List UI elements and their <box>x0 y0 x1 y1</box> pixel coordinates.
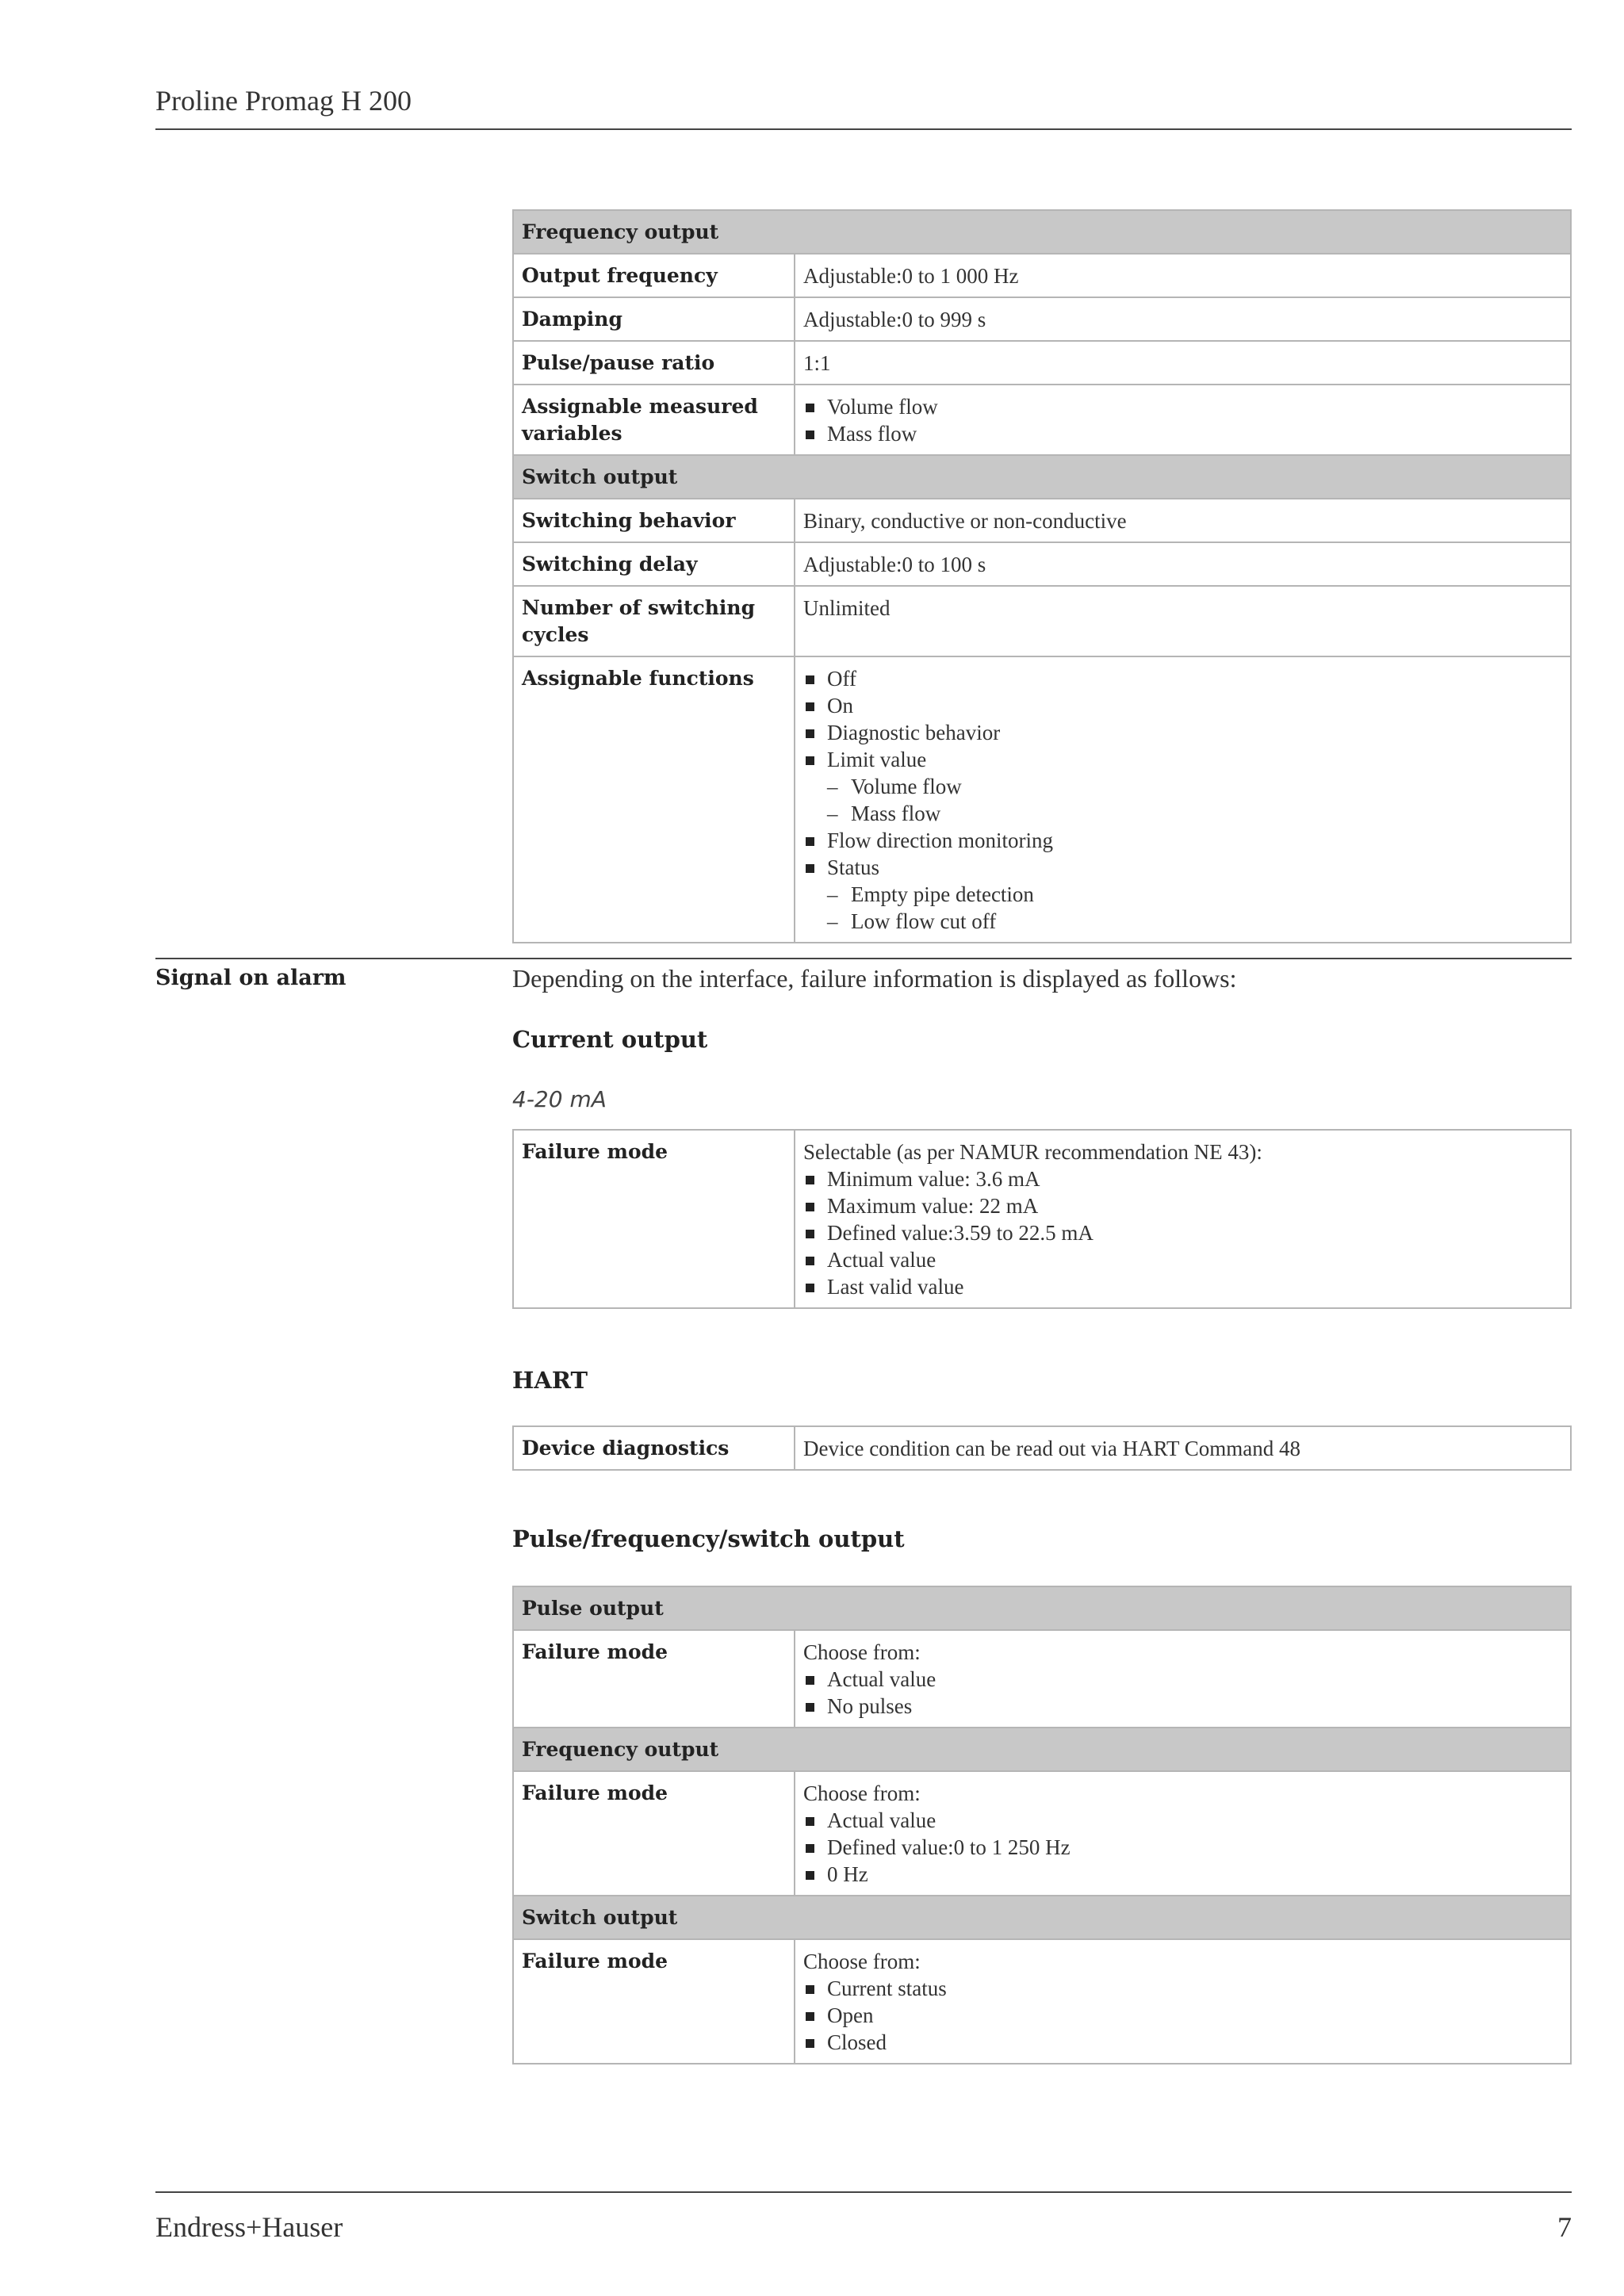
section-row-switch-output <box>513 455 1571 499</box>
current-output-heading: Current output <box>512 1026 708 1053</box>
row-label: Failure mode <box>513 1630 795 1728</box>
table-row <box>513 1130 1571 1308</box>
list-item: Volume flow <box>803 393 1562 420</box>
row-label: Output frequency <box>513 254 795 297</box>
row-label: Switching behavior <box>513 499 795 542</box>
row-label: Number of switching cycles <box>513 586 795 656</box>
list-item: Maximum value: 22 mA <box>803 1192 1562 1219</box>
list-subitem: – Mass flow <box>827 800 1562 827</box>
list-item: Open <box>803 2002 1562 2029</box>
section-intro: Depending on the interface, failure information is displayed as follows: <box>512 964 1237 993</box>
table-row <box>513 254 1571 297</box>
list-item: Mass flow <box>803 420 1562 447</box>
row-label: Device diagnostics <box>513 1426 795 1470</box>
list-item: Actual value <box>803 1666 1562 1693</box>
list-item <box>803 746 1562 827</box>
row-label: Assignable measured variables <box>513 385 795 455</box>
row-label: Failure mode <box>513 1130 795 1308</box>
section-row-pulse-output <box>513 1586 1571 1630</box>
section-title: Frequency output <box>513 210 1571 254</box>
row-value <box>795 1630 1571 1728</box>
document-title: Proline Promag H 200 <box>155 85 412 117</box>
list-item: Current status <box>803 1975 1562 2002</box>
row-value: Adjustable:0 to 100 s <box>795 542 1571 586</box>
table-row <box>513 542 1571 586</box>
row-value: Adjustable:0 to 999 s <box>795 297 1571 341</box>
table-row <box>513 656 1571 943</box>
list-item: No pulses <box>803 1693 1562 1720</box>
list-item: Diagnostic behavior <box>803 719 1562 746</box>
section-side-label: Signal on alarm <box>155 966 347 990</box>
brand-name: Endress+Hauser <box>155 2211 343 2243</box>
value-intro: Choose from: <box>803 1950 921 1973</box>
table-row <box>513 1771 1571 1896</box>
section-row-frequency-output <box>513 210 1571 254</box>
bullet-list <box>803 1975 1562 2056</box>
list-item: Flow direction monitoring <box>803 827 1562 854</box>
row-label: Assignable functions <box>513 656 795 943</box>
row-value: Unlimited <box>795 586 1571 656</box>
bullet-list <box>803 1666 1562 1720</box>
pfs-table <box>512 1586 1572 2064</box>
page-footer <box>155 2191 1572 2243</box>
section-row-switch-output <box>513 1896 1571 1939</box>
list-item: Defined value:0 to 1 250 Hz <box>803 1834 1562 1861</box>
row-value: Adjustable:0 to 1 000 Hz <box>795 254 1571 297</box>
section-title: Switch output <box>513 1896 1571 1939</box>
row-label: Failure mode <box>513 1939 795 2064</box>
current-output-subheading: 4-20 mA <box>512 1086 607 1112</box>
row-value: Binary, conductive or non-conductive <box>795 499 1571 542</box>
list-item: Closed <box>803 2029 1562 2056</box>
list-item: Last valid value <box>803 1273 1562 1300</box>
table-row <box>513 1426 1571 1470</box>
bullet-list <box>803 665 1562 935</box>
list-subitem: – Low flow cut off <box>827 908 1562 935</box>
list-item-text: Limit value <box>827 748 927 771</box>
list-subitem: – Empty pipe detection <box>827 881 1562 908</box>
dash-list <box>827 773 1562 827</box>
value-intro: Choose from: <box>803 1781 921 1805</box>
list-item <box>803 854 1562 935</box>
section-title: Pulse output <box>513 1586 1571 1630</box>
row-value <box>795 1771 1571 1896</box>
row-value: 1:1 <box>795 341 1571 385</box>
row-label: Pulse/pause ratio <box>513 341 795 385</box>
list-item: Actual value <box>803 1807 1562 1834</box>
value-intro: Selectable (as per NAMUR recommendation NE 43): <box>803 1140 1262 1164</box>
pfs-heading: Pulse/frequency/switch output <box>512 1525 905 1552</box>
list-subitem: – Volume flow <box>827 773 1562 800</box>
table-row <box>513 341 1571 385</box>
dash-list <box>827 881 1562 935</box>
list-item: Off <box>803 665 1562 692</box>
row-label: Failure mode <box>513 1771 795 1896</box>
row-value: Device condition can be read out via HART Command 48 <box>795 1426 1571 1470</box>
table-row <box>513 1939 1571 2064</box>
table-row <box>513 1630 1571 1728</box>
row-value <box>795 1130 1571 1308</box>
value-intro: Choose from: <box>803 1640 921 1664</box>
bullet-list <box>803 1807 1562 1888</box>
section-row-frequency-output <box>513 1728 1571 1771</box>
table-row <box>513 297 1571 341</box>
hart-heading: HART <box>512 1367 588 1394</box>
page-header <box>155 84 1572 130</box>
list-item-text: Status <box>827 855 880 879</box>
row-value <box>795 1939 1571 2064</box>
table-row <box>513 385 1571 455</box>
table-row <box>513 499 1571 542</box>
output-spec-table <box>512 209 1572 943</box>
table-row <box>513 586 1571 656</box>
page-number: 7 <box>1557 2211 1572 2243</box>
list-item: Actual value <box>803 1246 1562 1273</box>
row-value <box>795 656 1571 943</box>
row-value <box>795 385 1571 455</box>
section-divider <box>155 958 1572 959</box>
current-output-table <box>512 1129 1572 1309</box>
list-item: 0 Hz <box>803 1861 1562 1888</box>
section-title: Frequency output <box>513 1728 1571 1771</box>
section-title: Switch output <box>513 455 1571 499</box>
bullet-list <box>803 1165 1562 1300</box>
list-item: Defined value:3.59 to 22.5 mA <box>803 1219 1562 1246</box>
hart-table <box>512 1425 1572 1471</box>
bullet-list <box>803 393 1562 447</box>
list-item: On <box>803 692 1562 719</box>
list-item: Minimum value: 3.6 mA <box>803 1165 1562 1192</box>
row-label: Damping <box>513 297 795 341</box>
row-label: Switching delay <box>513 542 795 586</box>
